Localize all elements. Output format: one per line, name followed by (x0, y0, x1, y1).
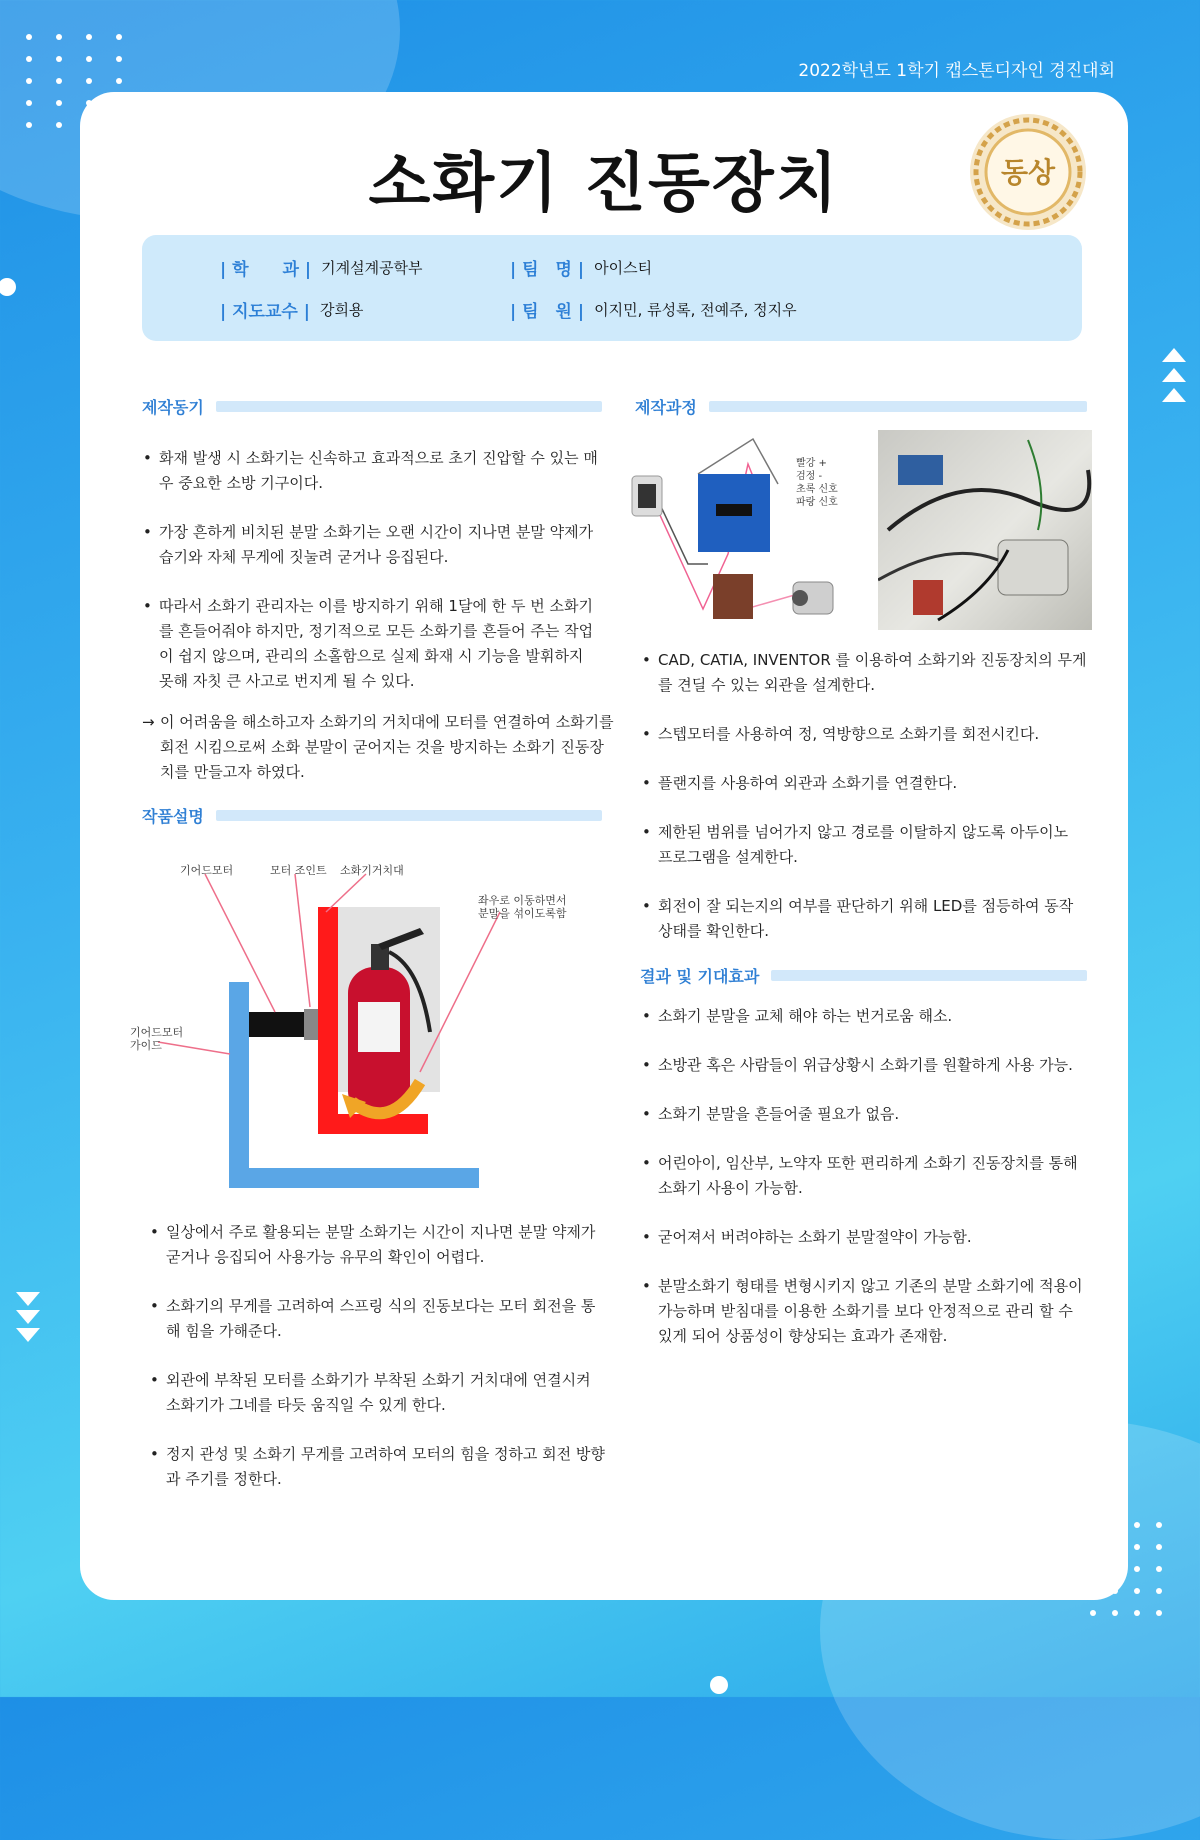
award-medal-icon (968, 112, 1088, 232)
stepper-motor-shaft (792, 590, 808, 606)
award-label: 동상 (1000, 156, 1056, 189)
process-header (635, 395, 1087, 418)
label-guide: 기어드모터 (130, 1026, 184, 1039)
chevron-down-icon (14, 1292, 42, 1356)
motivation-conclusion (142, 710, 615, 785)
label-move-2: 분말을 섞이도록함 (478, 907, 567, 920)
process-heading: 제작과정 (635, 398, 697, 417)
team-label: | 팀 명 | (510, 260, 585, 280)
motivation-heading: 제작동기 (142, 398, 204, 417)
motor-body (249, 1012, 304, 1037)
circuit-label-blue: 파랑 신호 (796, 497, 838, 508)
label-guide-2: 가이드 (130, 1039, 162, 1052)
info-dept (220, 255, 423, 280)
members-label: | 팀 원 | (510, 302, 585, 322)
chevron-up-icon (1160, 348, 1188, 412)
advisor-value: 강희용 (319, 301, 364, 319)
motivation-list (143, 446, 598, 694)
board-2 (913, 580, 943, 615)
holder-vertical (318, 907, 338, 1134)
bg-dot-bottom (710, 1676, 728, 1694)
bg-dot-left (0, 278, 16, 296)
info-team (510, 255, 652, 280)
device-diagram (120, 832, 600, 1252)
team-info-box (142, 235, 1082, 341)
list-item: • 소화기 분말을 흔들어줄 필요가 없음. (642, 1102, 1087, 1127)
dept-label: | 학 과 | (220, 260, 312, 280)
dept-value: 기계설계공학부 (321, 259, 423, 277)
list-item: • 정지 관성 및 소화기 무게를 고려하여 모터의 힘을 정하고 회전 방향과 주기를 정한다. (150, 1442, 605, 1492)
description-heading: 작품설명 (142, 807, 204, 826)
section-bar (216, 810, 602, 821)
cable-4 (1028, 440, 1041, 530)
page-title: 소화기 진동장치 (368, 147, 840, 221)
list-item: • CAD, CATIA, INVENTOR 를 이용하여 소화기와 진동장치의 무게를 견딜 수 있는 외관을 설계한다. (642, 648, 1087, 698)
section-bar (216, 401, 602, 412)
extinguisher-label (358, 1002, 400, 1052)
label-holder: 소화기거치대 (340, 864, 404, 877)
list-item: • 분말소화기 형태를 변형시키지 않고 기존의 분말 소화기에 적용이 가능하며 받침대를 이용한 소화기를 보다 안정적으로 관리 할 수 있게 되어 상품성이 향상되는 효과가 존재함. (642, 1274, 1087, 1349)
guide-frame-vertical (229, 982, 249, 1182)
team-value: 아이스티 (594, 259, 653, 277)
label-move: 좌우로 이동하면서 (478, 894, 567, 907)
power-adapter-core (638, 484, 656, 508)
section-bar (771, 970, 1087, 981)
list-item: • 가장 흔하게 비치된 분말 소화기는 오랜 시간이 지나면 분말 약제가 습기와 자체 무게에 짓눌려 굳거나 응집된다. (143, 520, 598, 570)
list-item: • 어린아이, 임산부, 노약자 또한 편리하게 소화기 진동장치를 통해 소화기 사용이 가능함. (642, 1151, 1087, 1201)
description-list (150, 1220, 605, 1492)
event-caption: 2022학년도 1학기 캡스톤디자인 경진대회 (798, 61, 1115, 81)
results-header (640, 964, 1087, 987)
info-advisor (220, 297, 363, 322)
members-value: 이지민, 류성록, 전예주, 정지우 (594, 301, 797, 319)
list-item: • 굳어져서 버려야하는 소화기 분말절약이 가능함. (642, 1225, 1087, 1250)
circuit-diagram (628, 434, 838, 634)
list-item: • 소화기의 무게를 고려하여 스프링 식의 진동보다는 모터 회전을 통해 힘을 가해준다. (150, 1294, 605, 1344)
prototype-drawing (878, 430, 1092, 630)
info-members (510, 297, 797, 322)
circuit-label-red: 빨강 + (796, 458, 827, 469)
list-item: • 제한된 범위를 넘어가지 않고 경로를 이탈하지 않도록 아두이노 프로그램을 설계한다. (642, 820, 1087, 870)
results-list (642, 1004, 1087, 1349)
photo-motor (998, 540, 1068, 595)
arrow-right-icon: → (142, 713, 155, 731)
list-item: • 화재 발생 시 소화기는 신속하고 효과적으로 초기 진압할 수 있는 매우 중요한 소방 기구이다. (143, 446, 598, 496)
board-1 (898, 455, 943, 485)
process-list (642, 648, 1087, 944)
cable-2 (878, 553, 998, 580)
label-gear-motor: 기어드모터 (180, 864, 234, 877)
circuit-label-black: 검정 - (796, 471, 823, 482)
list-item: • 소화기 분말을 교체 해야 하는 번거로움 해소. (642, 1004, 1087, 1029)
description-header (142, 804, 602, 827)
label-joint: 모터 조인트 (270, 864, 327, 877)
motor-joint (304, 1009, 318, 1040)
results-heading: 결과 및 기대효과 (640, 967, 760, 986)
conclusion-text: 이 어려움을 해소하고자 소화기의 거치대에 모터를 연결하여 소화기를 회전 시킴으로써 소화 분말이 굳어지는 것을 방지하는 소화기 진동장치를 만들고자 하였다. (160, 713, 614, 781)
guide-frame-base (229, 1168, 479, 1188)
list-item: • 따라서 소화기 관리자는 이를 방지하기 위해 1달에 한 두 번 소화기를 흔들어줘야 하지만, 정기적으로 모든 소화기를 흔들어 주는 작업이 쉽지 않으며, 관리의 소홀함으로 실제 화재 시 기능을 발휘하지 못해 자칫 큰 사고로 번지게 될 수 있다. (143, 594, 598, 694)
advisor-label: | 지도교수 | (220, 302, 310, 322)
section-bar (709, 401, 1087, 412)
arduino-chip (716, 504, 752, 516)
list-item: • 일상에서 주로 활용되는 분말 소화기는 시간이 지나면 분말 약제가 굳거나 응집되어 사용가능 유무의 확인이 어렵다. (150, 1220, 605, 1270)
motivation-header (142, 395, 602, 418)
list-item: • 소방관 혹은 사람들이 위급상황시 소화기를 원활하게 사용 가능. (642, 1053, 1087, 1078)
motor-driver (713, 574, 753, 619)
list-item: • 회전이 잘 되는지의 여부를 판단하기 위해 LED를 점등하여 동작 상태를 확인한다. (642, 894, 1087, 944)
list-item: • 플랜지를 사용하여 외관과 소화기를 연결한다. (642, 771, 1087, 796)
prototype-photo (878, 430, 1092, 630)
poster-card (80, 92, 1128, 1600)
circuit-label-green: 초록 신호 (796, 484, 838, 495)
list-item: • 스텝모터를 사용하여 정, 역방향으로 소화기를 회전시킨다. (642, 722, 1087, 747)
list-item: • 외관에 부착된 모터를 소화기가 부착된 소화기 거치대에 연결시켜 소화기가 그네를 타듯 움직일 수 있게 한다. (150, 1368, 605, 1418)
